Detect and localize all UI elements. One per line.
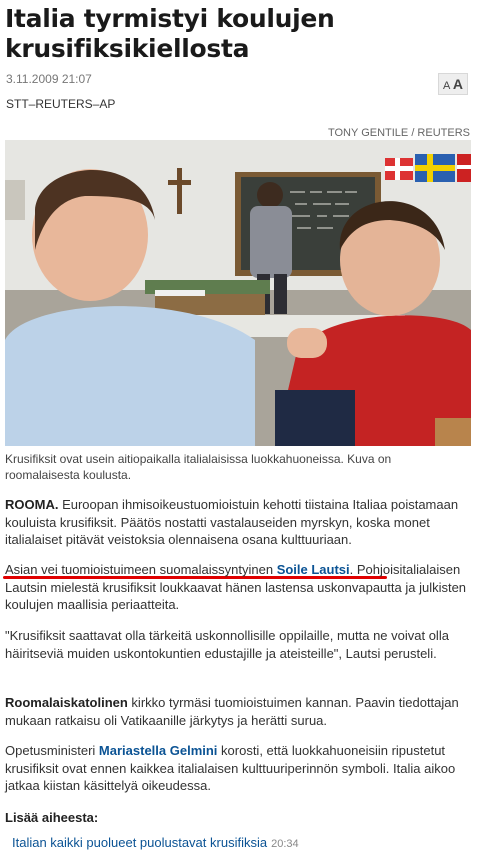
person-link-soile-lautsi[interactable]: Soile Lautsi bbox=[276, 562, 350, 577]
font-size-toggle[interactable] bbox=[438, 73, 468, 95]
related-article-item bbox=[12, 835, 299, 850]
paragraph-2 bbox=[5, 561, 473, 614]
related-article-time: 20:34 bbox=[271, 838, 299, 850]
more-on-topic-heading: Lisää aiheesta: bbox=[5, 810, 99, 825]
article-photo bbox=[5, 140, 471, 446]
paragraph-5-rest: korosti, että luokkahuoneisiin ripustetut krusifiksit ovat ennen kaikkea italialaisen kulttuuriperinnön symboli. Italia aikoo jatkaa kiistan käsittelyä oikeudessa. bbox=[5, 743, 456, 793]
paragraph-1 bbox=[5, 496, 473, 549]
person-link-mariastella-gelmini[interactable]: Mariastella Gelmini bbox=[98, 743, 218, 758]
paragraph-1-text: Euroopan ihmisoikeustuomioistuin kehotti tiistaina Italiaa poistamaan kouluista krusifiksit. Päätös nostatti vastalauseiden myrskyn, koska monet italialaiset pitävät veistoksia olennaisena osana kulttuuriaan. bbox=[5, 497, 459, 547]
article-source: STT–REUTERS–AP bbox=[6, 97, 116, 111]
paragraph-4 bbox=[5, 694, 473, 729]
paragraph-5 bbox=[5, 742, 473, 795]
article-title: Italia tyrmistyi koulujen krusifiksikiellosta bbox=[5, 4, 335, 63]
photo-credit: TONY GENTILE / REUTERS bbox=[327, 127, 470, 139]
font-size-small[interactable]: A bbox=[443, 80, 450, 92]
paragraph-2-rest: . Pohjoisitalialaisen Lautsin mielestä krusifiksit loukkaavat hänen lastensa uskonvapautta ja julkisten koulujen maallisia periaatteita. bbox=[5, 562, 467, 612]
paragraph-5-text: Opetusministeri bbox=[5, 743, 99, 758]
paragraph-4-text: kirkko tyrmäsi tuomioistuimen kannan. Paavin tiedottajan mukaan ratkaisu oli Vatikaanille järkytys ja herätti surua. bbox=[5, 695, 459, 728]
flag-icon-2 bbox=[415, 154, 455, 182]
font-size-large[interactable]: A bbox=[452, 76, 463, 92]
photo-caption: Krusifiksit ovat usein aitiopaikalla italialaisissa luokkahuoneissa. Kuva on roomalaisesta koulusta. bbox=[5, 452, 392, 482]
flag-icon-1 bbox=[385, 158, 413, 180]
paragraph-3: "Krusifiksit saattavat olla tärkeitä uskonnollisille oppilaille, mutta ne voivat olla häiritseviä muiden uskontokuntien edustajille ja ateisteille", Lautsi perusteli. bbox=[5, 628, 449, 661]
related-article-link[interactable]: Italian kaikki puolueet puolustavat krusifiksia bbox=[12, 835, 268, 850]
paragraph-2-text: Asian vei tuomioistuimeen suomalaissyntyinen bbox=[5, 562, 277, 577]
flag-icon-3 bbox=[457, 154, 471, 182]
dateline: ROOMA. bbox=[5, 497, 59, 512]
paragraph-4-lead: Roomalaiskatolinen bbox=[5, 695, 128, 710]
article-date: 3.11.2009 21:07 bbox=[6, 72, 92, 86]
